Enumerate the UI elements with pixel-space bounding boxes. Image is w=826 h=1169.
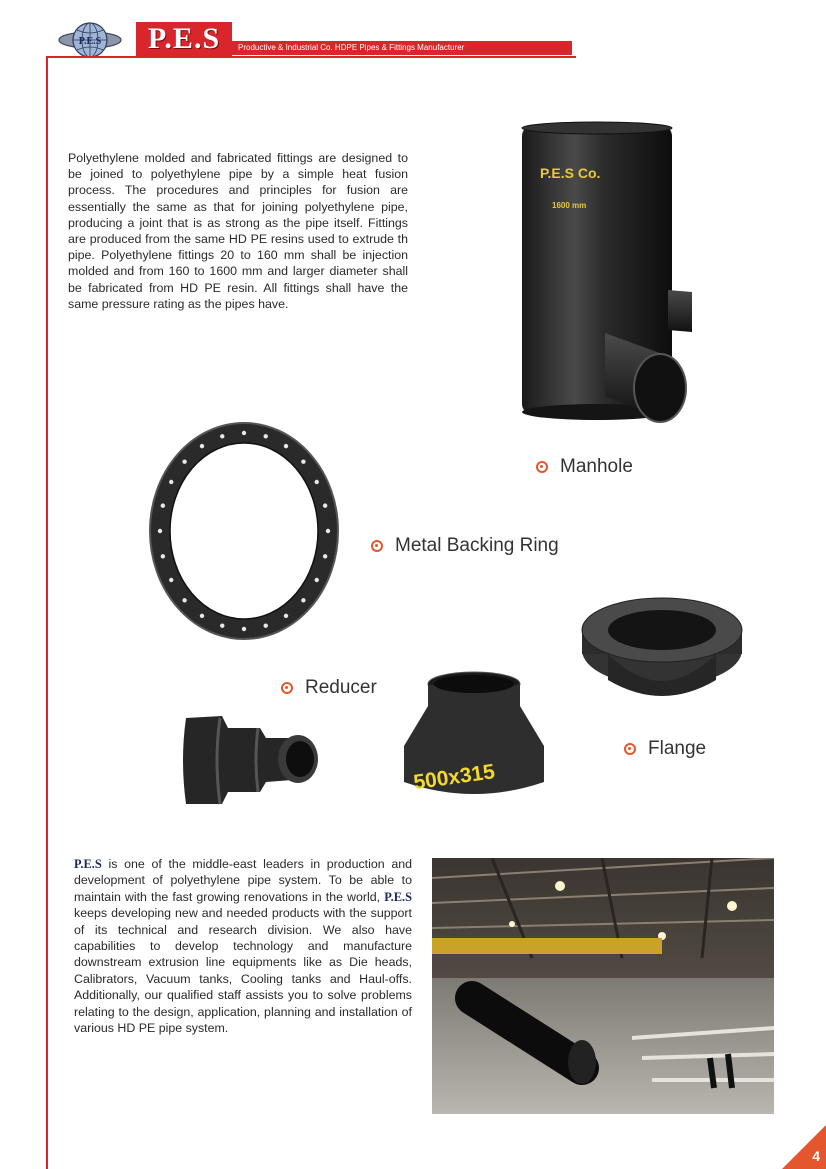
intro-paragraph: Polyethylene molded and fabricated fittings are designed to be joined to polyethylene pipe by a simple heat fusion process. The procedures and principles for fusion are essentially the same as that for joining polyethylene pipe, producing a joint that is as strong as the pipe itself. Fittings are produced from the same HD PE resins used to extrude th pipe. Polyethylene fittings 20 to 160 mm shall be injection molded and from 160 to 1600 mm and larger diameter shall be fabricated from HD PE resin. All fittings shall have the same pressure rating as the pipes have.	[68, 151, 408, 311]
bolt-hole	[182, 598, 186, 602]
frame-top-line	[46, 56, 576, 58]
brand-logo: P.E.S	[136, 22, 232, 56]
bolt-hole	[315, 578, 319, 582]
label-metal-backing-ring	[371, 535, 559, 557]
manhole-print-line2: 1600 mm	[552, 201, 587, 210]
bolt-hole	[158, 529, 162, 533]
bolt-hole	[169, 578, 173, 582]
globe-logo-text: P.E.S	[78, 36, 102, 47]
brand-inline: P.E.S	[384, 889, 412, 904]
factory-photo	[432, 858, 774, 1114]
bolt-hole	[200, 444, 204, 448]
label-metal-backing-ring-text: Metal Backing Ring	[395, 535, 559, 556]
metal-backing-ring-image	[146, 420, 342, 642]
bolt-hole	[200, 614, 204, 618]
manhole-image	[500, 118, 700, 428]
label-manhole	[536, 456, 633, 478]
bolt-hole	[284, 444, 288, 448]
bolt-hole	[301, 598, 305, 602]
page-number: 4	[812, 1148, 820, 1164]
frame-left-line	[46, 56, 48, 1169]
company-paragraph	[74, 856, 412, 1036]
bolt-hole	[161, 503, 165, 507]
bolt-hole	[242, 431, 246, 435]
bolt-hole	[284, 614, 288, 618]
label-reducer	[281, 677, 377, 699]
label-flange-text: Flange	[648, 738, 707, 759]
bolt-hole	[323, 503, 327, 507]
company-paragraph-part1: is one of the middle-east leaders in production and development of polyethylene pipe system. To be able to maintain with the fast growing renovations in the world,	[74, 857, 412, 904]
bolt-hole	[264, 623, 268, 627]
bolt-hole	[161, 554, 165, 558]
label-reducer-text: Reducer	[305, 677, 377, 698]
bolt-hole	[220, 623, 224, 627]
bolt-hole	[242, 627, 246, 631]
label-flange	[624, 738, 706, 760]
bolt-hole	[220, 434, 224, 438]
company-paragraph-part2: keeps developing new and needed products with the support of its technical and research division. We also have capabilities to develop technology and manufacture downstream extrusion line equipments like as Die heads, Calibrators, Vacuum tanks, Cooling tanks and Haul-offs. Additionally, our qualified staff assists you to solve problems relating to the design, application, planning and installation of various HD PE pipe system.	[74, 906, 412, 1036]
bullet-icon	[281, 682, 293, 694]
bolt-hole	[182, 460, 186, 464]
label-manhole-text: Manhole	[560, 456, 633, 477]
bolt-hole	[323, 554, 327, 558]
bolt-hole	[264, 434, 268, 438]
bolt-hole	[315, 480, 319, 484]
bullet-icon	[536, 461, 548, 473]
manhole-print-line1: P.E.S Co.	[540, 165, 601, 181]
bolt-hole	[301, 460, 305, 464]
reducer-conical-image	[400, 666, 550, 806]
bolt-hole	[169, 480, 173, 484]
reducer-stepped-image	[180, 708, 322, 812]
header-tagline: Productive & Industrial Co. HDPE Pipes & Fittings Manufacturer	[232, 41, 572, 55]
flange-image	[580, 590, 744, 710]
reducer-print-text: 500x315	[412, 760, 497, 795]
brand-inline: P.E.S	[74, 857, 102, 871]
bolt-hole	[326, 529, 330, 533]
bullet-icon	[624, 743, 636, 755]
bullet-icon	[371, 540, 383, 552]
